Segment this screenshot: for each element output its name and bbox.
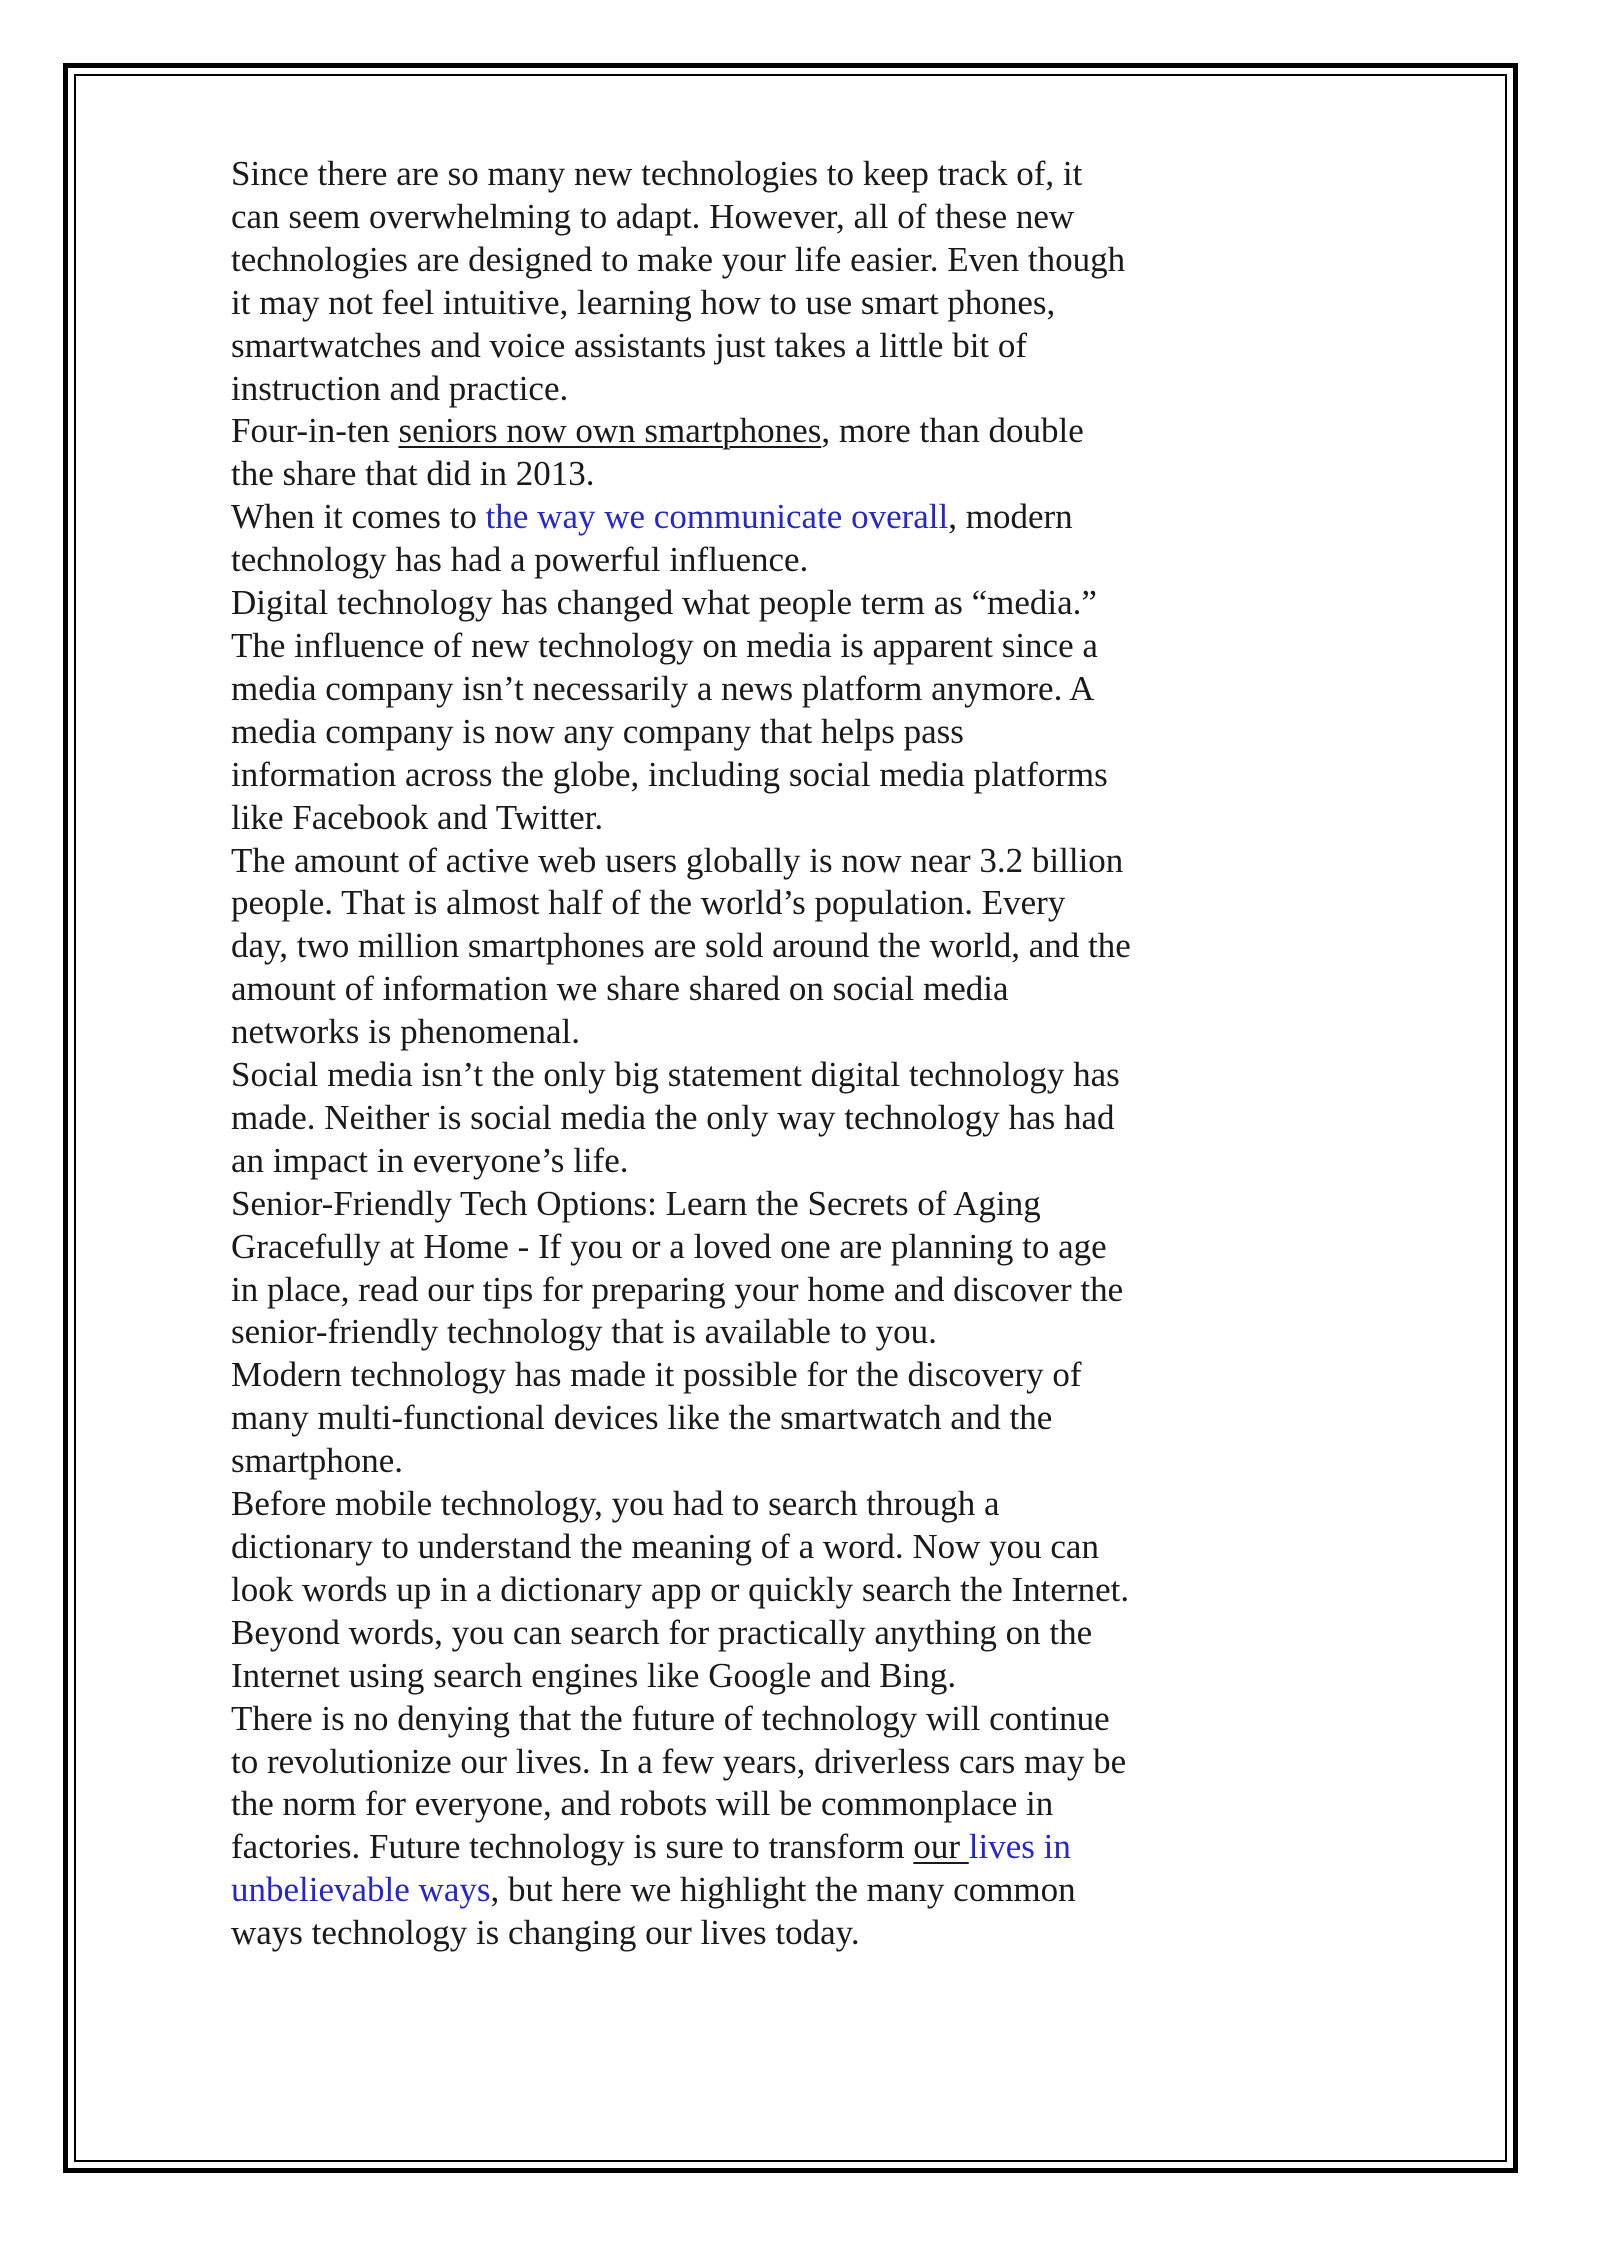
paragraph-10-after: , but here we highlight the many common ways technology is changing our lives today. (231, 1870, 1076, 1953)
paragraph-7: Senior-Friendly Tech Options: Learn the Secrets of Aging Gracefully at Home - If you or a loved one are planning to age in place, read our tips for preparing your home and discover the senior-friendly technology that is available to you. (231, 1183, 1124, 1352)
paragraph-4: Digital technology has changed what people term as “media.” The influence of new technology on media is apparent since a media company isn’t necessarily a news platform anymore. A media company is now any company that helps pass information across the globe, including social media platforms like Facebook and Twitter. (231, 583, 1108, 837)
paragraph-3-after: , modern technology has had a powerful influence. (231, 497, 1073, 580)
paragraph-6: Social media isn’t the only big statement digital technology has made. Neither is social media the only way technology has had an impact in everyone’s life. (231, 1055, 1120, 1180)
paragraph-10-before: There is no denying that the future of technology will continue to revolutionize our lives. In a few years, driverless cars may be the norm for everyone, and robots will be commonplace in factories. Future technology is sure to transform (231, 1698, 1127, 1867)
paragraph-2-after: , more than double the share that did in 2013. (231, 411, 1084, 494)
communicate-overall-link[interactable]: the way we communicate overall (485, 497, 949, 537)
paragraph-3 (231, 496, 1131, 582)
seniors-smartphones-link[interactable]: seniors now own smartphones (398, 411, 822, 451)
paragraph-10 (231, 1698, 1131, 1955)
paragraph-2-before: Four-in-ten (231, 411, 399, 451)
paragraph-1: Since there are so many new technologies to keep track of, it can seem overwhelming to adapt. However, all of these new technologies are designed to make your life easier. Even though it may not feel intuitive, learning how to use smart phones, smartwatches and voice assistants just takes a little bit of instruction and practice. (231, 154, 1126, 408)
paragraph-5: The amount of active web users globally is now near 3.2 billion people. That is almost half of the world’s population. Every day, two million smartphones are sold around the world, and the amount of information we share shared on social media networks is phenomenal. (231, 840, 1131, 1052)
our-underlined-text[interactable]: our (913, 1827, 969, 1867)
paragraph-2 (231, 410, 1131, 496)
unbelievable-ways-link[interactable]: lives in unbelievable ways (231, 1827, 1071, 1910)
paragraph-9: Before mobile technology, you had to search through a dictionary to understand the meaning of a word. Now you can look words up in a dictionary app or quickly search the Internet. Beyond words, you can search for practically anything on the Internet using search engines like Google and Bing. (231, 1484, 1130, 1695)
document-body (231, 153, 1131, 1955)
paragraph-3-before: When it comes to (231, 497, 486, 537)
paragraph-8: Modern technology has made it possible for the discovery of many multi-functional devices like the smartwatch and the smartphone. (231, 1355, 1082, 1481)
